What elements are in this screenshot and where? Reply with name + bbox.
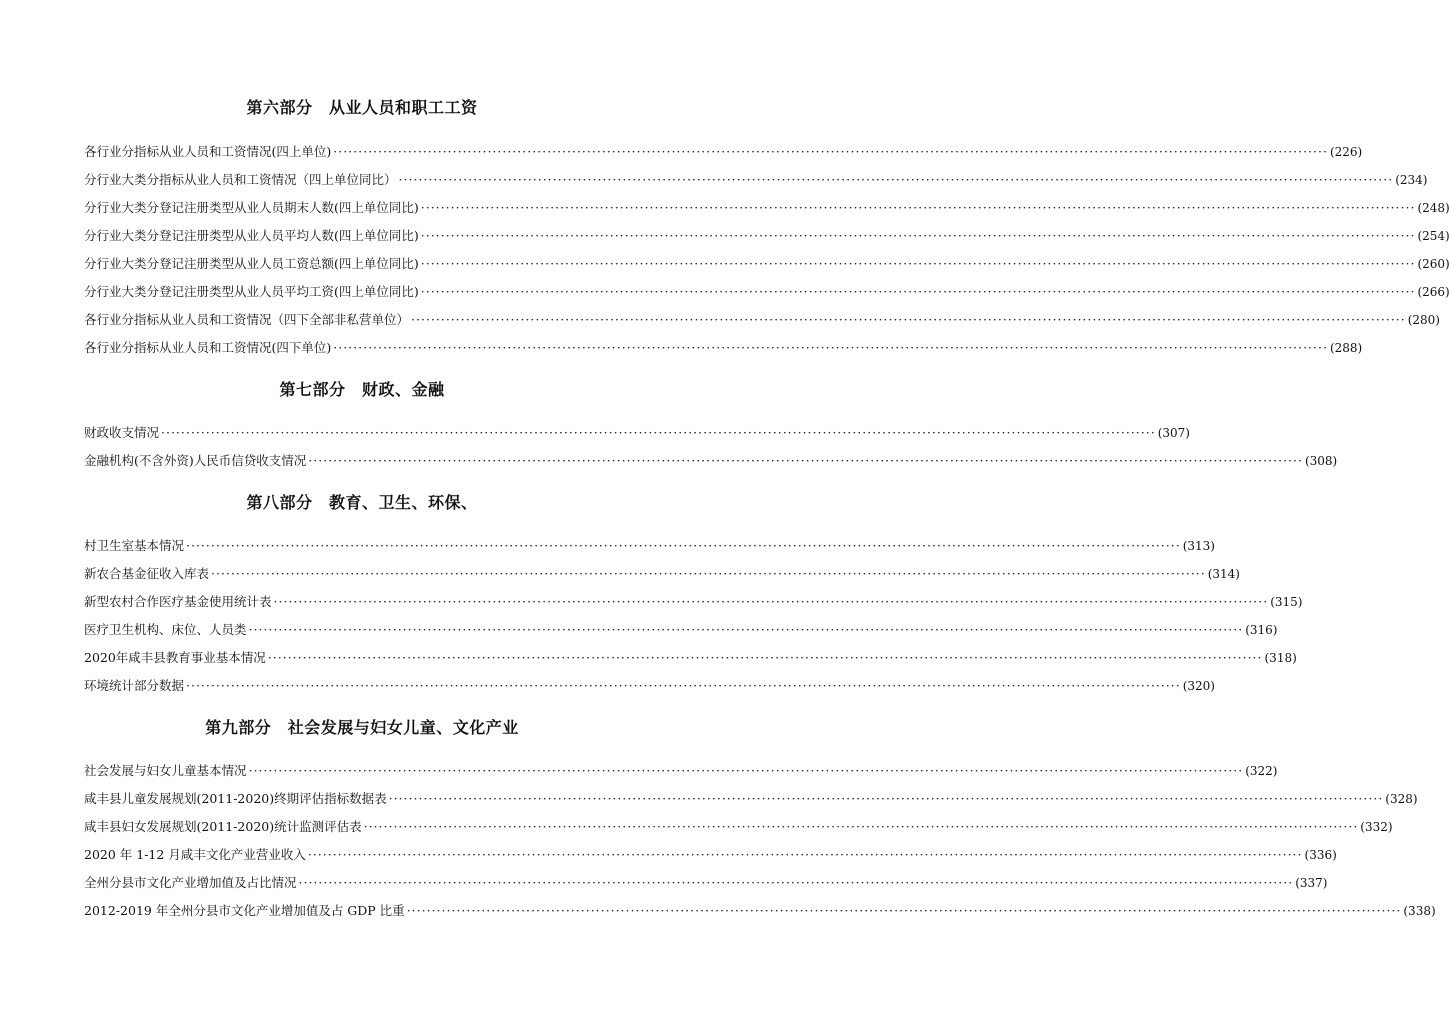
- toc-entry[interactable]: [84, 142, 1363, 162]
- dot-leader: ········································································································································································································: [298, 875, 1294, 890]
- dot-leader: ········································································································································································································: [333, 144, 1328, 159]
- dot-leader: ········································································································································································································: [211, 566, 1206, 581]
- entry-page-number: (332): [1360, 820, 1393, 834]
- dot-leader: ········································································································································································································: [420, 256, 1416, 271]
- dot-leader: ········································································································································································································: [388, 791, 1384, 806]
- entry-page-number: (322): [1245, 764, 1278, 778]
- entry-title: 环境统计部分数据: [84, 678, 185, 693]
- entry-page-number: (338): [1403, 904, 1436, 918]
- entry-page-number: (260): [1417, 257, 1450, 271]
- toc-entry[interactable]: [84, 451, 1338, 471]
- section-heading: 第六部分 从业人员和职工工资: [246, 98, 478, 117]
- entry-page-number: (288): [1329, 341, 1363, 355]
- entry-page-number: (320): [1182, 679, 1215, 693]
- dot-leader: ········································································································································································································: [248, 763, 1244, 778]
- entry-title: 2020年咸丰县教育事业基本情况: [84, 650, 266, 665]
- entry-page-number: (315): [1270, 595, 1303, 609]
- toc-entry[interactable]: [84, 789, 1418, 809]
- entry-title: 财政收支情况: [84, 425, 160, 440]
- dot-leader: ········································································································································································································: [398, 172, 1394, 187]
- entry-title: 2012-2019 年全州分县市文化产业增加值及占 GDP 比重: [84, 903, 405, 918]
- entry-title: 医疗卫生机构、床位、人员类: [84, 622, 247, 637]
- dot-leader: ········································································································································································································: [248, 622, 1244, 637]
- toc-entry[interactable]: [84, 564, 1240, 584]
- entry-title: 金融机构(不含外资)人民币信贷收支情况: [84, 453, 307, 468]
- toc-entry[interactable]: [84, 254, 1450, 274]
- entry-title: 2020 年 1-12 月咸丰文化产业营业收入: [84, 847, 306, 862]
- entry-page-number: (337): [1295, 876, 1328, 890]
- toc-entry[interactable]: [84, 761, 1278, 781]
- toc-entry[interactable]: [84, 282, 1450, 302]
- entry-title: 各行业分指标从业人员和工资情况（四下全部非私营单位）: [84, 312, 410, 327]
- dot-leader: ········································································································································································································: [406, 903, 1402, 918]
- toc-entry[interactable]: [84, 901, 1436, 921]
- dot-leader: ········································································································································································································: [411, 312, 1406, 327]
- entry-page-number: (226): [1329, 145, 1363, 159]
- entry-page-number: (254): [1417, 229, 1450, 243]
- entry-title: 咸丰县妇女发展规划(2011-2020)统计监测评估表: [84, 819, 362, 834]
- entry-title: 分行业大类分登记注册类型从业人员平均工资(四上单位同比): [84, 284, 419, 299]
- toc-entry[interactable]: [84, 170, 1428, 190]
- entry-page-number: (314): [1207, 567, 1240, 581]
- dot-leader: ········································································································································································································: [267, 650, 1263, 665]
- toc-entry[interactable]: [84, 817, 1393, 837]
- entry-page-number: (234): [1395, 173, 1428, 187]
- section-heading: 第七部分 财政、金融: [279, 380, 445, 399]
- dot-leader: ········································································································································································································: [307, 847, 1303, 862]
- dot-leader: ········································································································································································································: [420, 200, 1416, 215]
- section-heading: 第九部分 社会发展与妇女儿童、文化产业: [205, 718, 519, 737]
- entry-title: 分行业大类分指标从业人员和工资情况（四上单位同比）: [84, 172, 397, 187]
- toc-entry[interactable]: [84, 310, 1440, 330]
- entry-page-number: (313): [1182, 539, 1215, 553]
- section-heading: 第八部分 教育、卫生、环保、: [246, 493, 478, 512]
- entry-title: 社会发展与妇女儿童基本情况: [84, 763, 247, 778]
- toc-entry[interactable]: [84, 648, 1297, 668]
- dot-leader: ········································································································································································································: [308, 453, 1303, 468]
- entry-title: 新农合基金征收入库表: [84, 566, 210, 581]
- entry-page-number: (266): [1417, 285, 1450, 299]
- entry-page-number: (318): [1264, 651, 1297, 665]
- entry-page-number: (307): [1157, 426, 1190, 440]
- dot-leader: ········································································································································································································: [273, 594, 1269, 609]
- entry-title: 咸丰县儿童发展规划(2011-2020)终期评估指标数据表: [84, 791, 387, 806]
- entry-page-number: (316): [1245, 623, 1278, 637]
- entry-page-number: (308): [1304, 454, 1338, 468]
- entry-page-number: (328): [1385, 792, 1418, 806]
- entry-title: 新型农村合作医疗基金使用统计表: [84, 594, 272, 609]
- entry-title: 分行业大类分登记注册类型从业人员期末人数(四上单位同比): [84, 200, 419, 215]
- dot-leader: ········································································································································································································: [333, 340, 1328, 355]
- entry-title: 分行业大类分登记注册类型从业人员平均人数(四上单位同比): [84, 228, 419, 243]
- entry-title: 全州分县市文化产业增加值及占比情况: [84, 875, 297, 890]
- entry-page-number: (280): [1407, 313, 1440, 327]
- toc-entry[interactable]: [84, 226, 1450, 246]
- dot-leader: ········································································································································································································: [161, 425, 1156, 440]
- dot-leader: ········································································································································································································: [186, 678, 1181, 693]
- entry-title: 各行业分指标从业人员和工资情况(四上单位): [84, 144, 332, 159]
- entry-page-number: (248): [1417, 201, 1450, 215]
- entry-title: 分行业大类分登记注册类型从业人员工资总额(四上单位同比): [84, 256, 419, 271]
- dot-leader: ········································································································································································································: [363, 819, 1359, 834]
- toc-entry[interactable]: [84, 592, 1303, 612]
- toc-entry[interactable]: [84, 423, 1190, 443]
- toc-entry[interactable]: [84, 198, 1450, 218]
- entry-title: 各行业分指标从业人员和工资情况(四下单位): [84, 340, 332, 355]
- dot-leader: ········································································································································································································: [420, 284, 1416, 299]
- entry-title: 村卫生室基本情况: [84, 538, 185, 553]
- toc-entry[interactable]: [84, 536, 1215, 556]
- toc-entry[interactable]: [84, 338, 1363, 358]
- dot-leader: ········································································································································································································: [186, 538, 1181, 553]
- toc-entry[interactable]: [84, 873, 1328, 893]
- dot-leader: ········································································································································································································: [420, 228, 1416, 243]
- toc-entry[interactable]: [84, 620, 1278, 640]
- toc-entry[interactable]: [84, 676, 1215, 696]
- entry-page-number: (336): [1304, 848, 1337, 862]
- toc-entry[interactable]: [84, 845, 1337, 865]
